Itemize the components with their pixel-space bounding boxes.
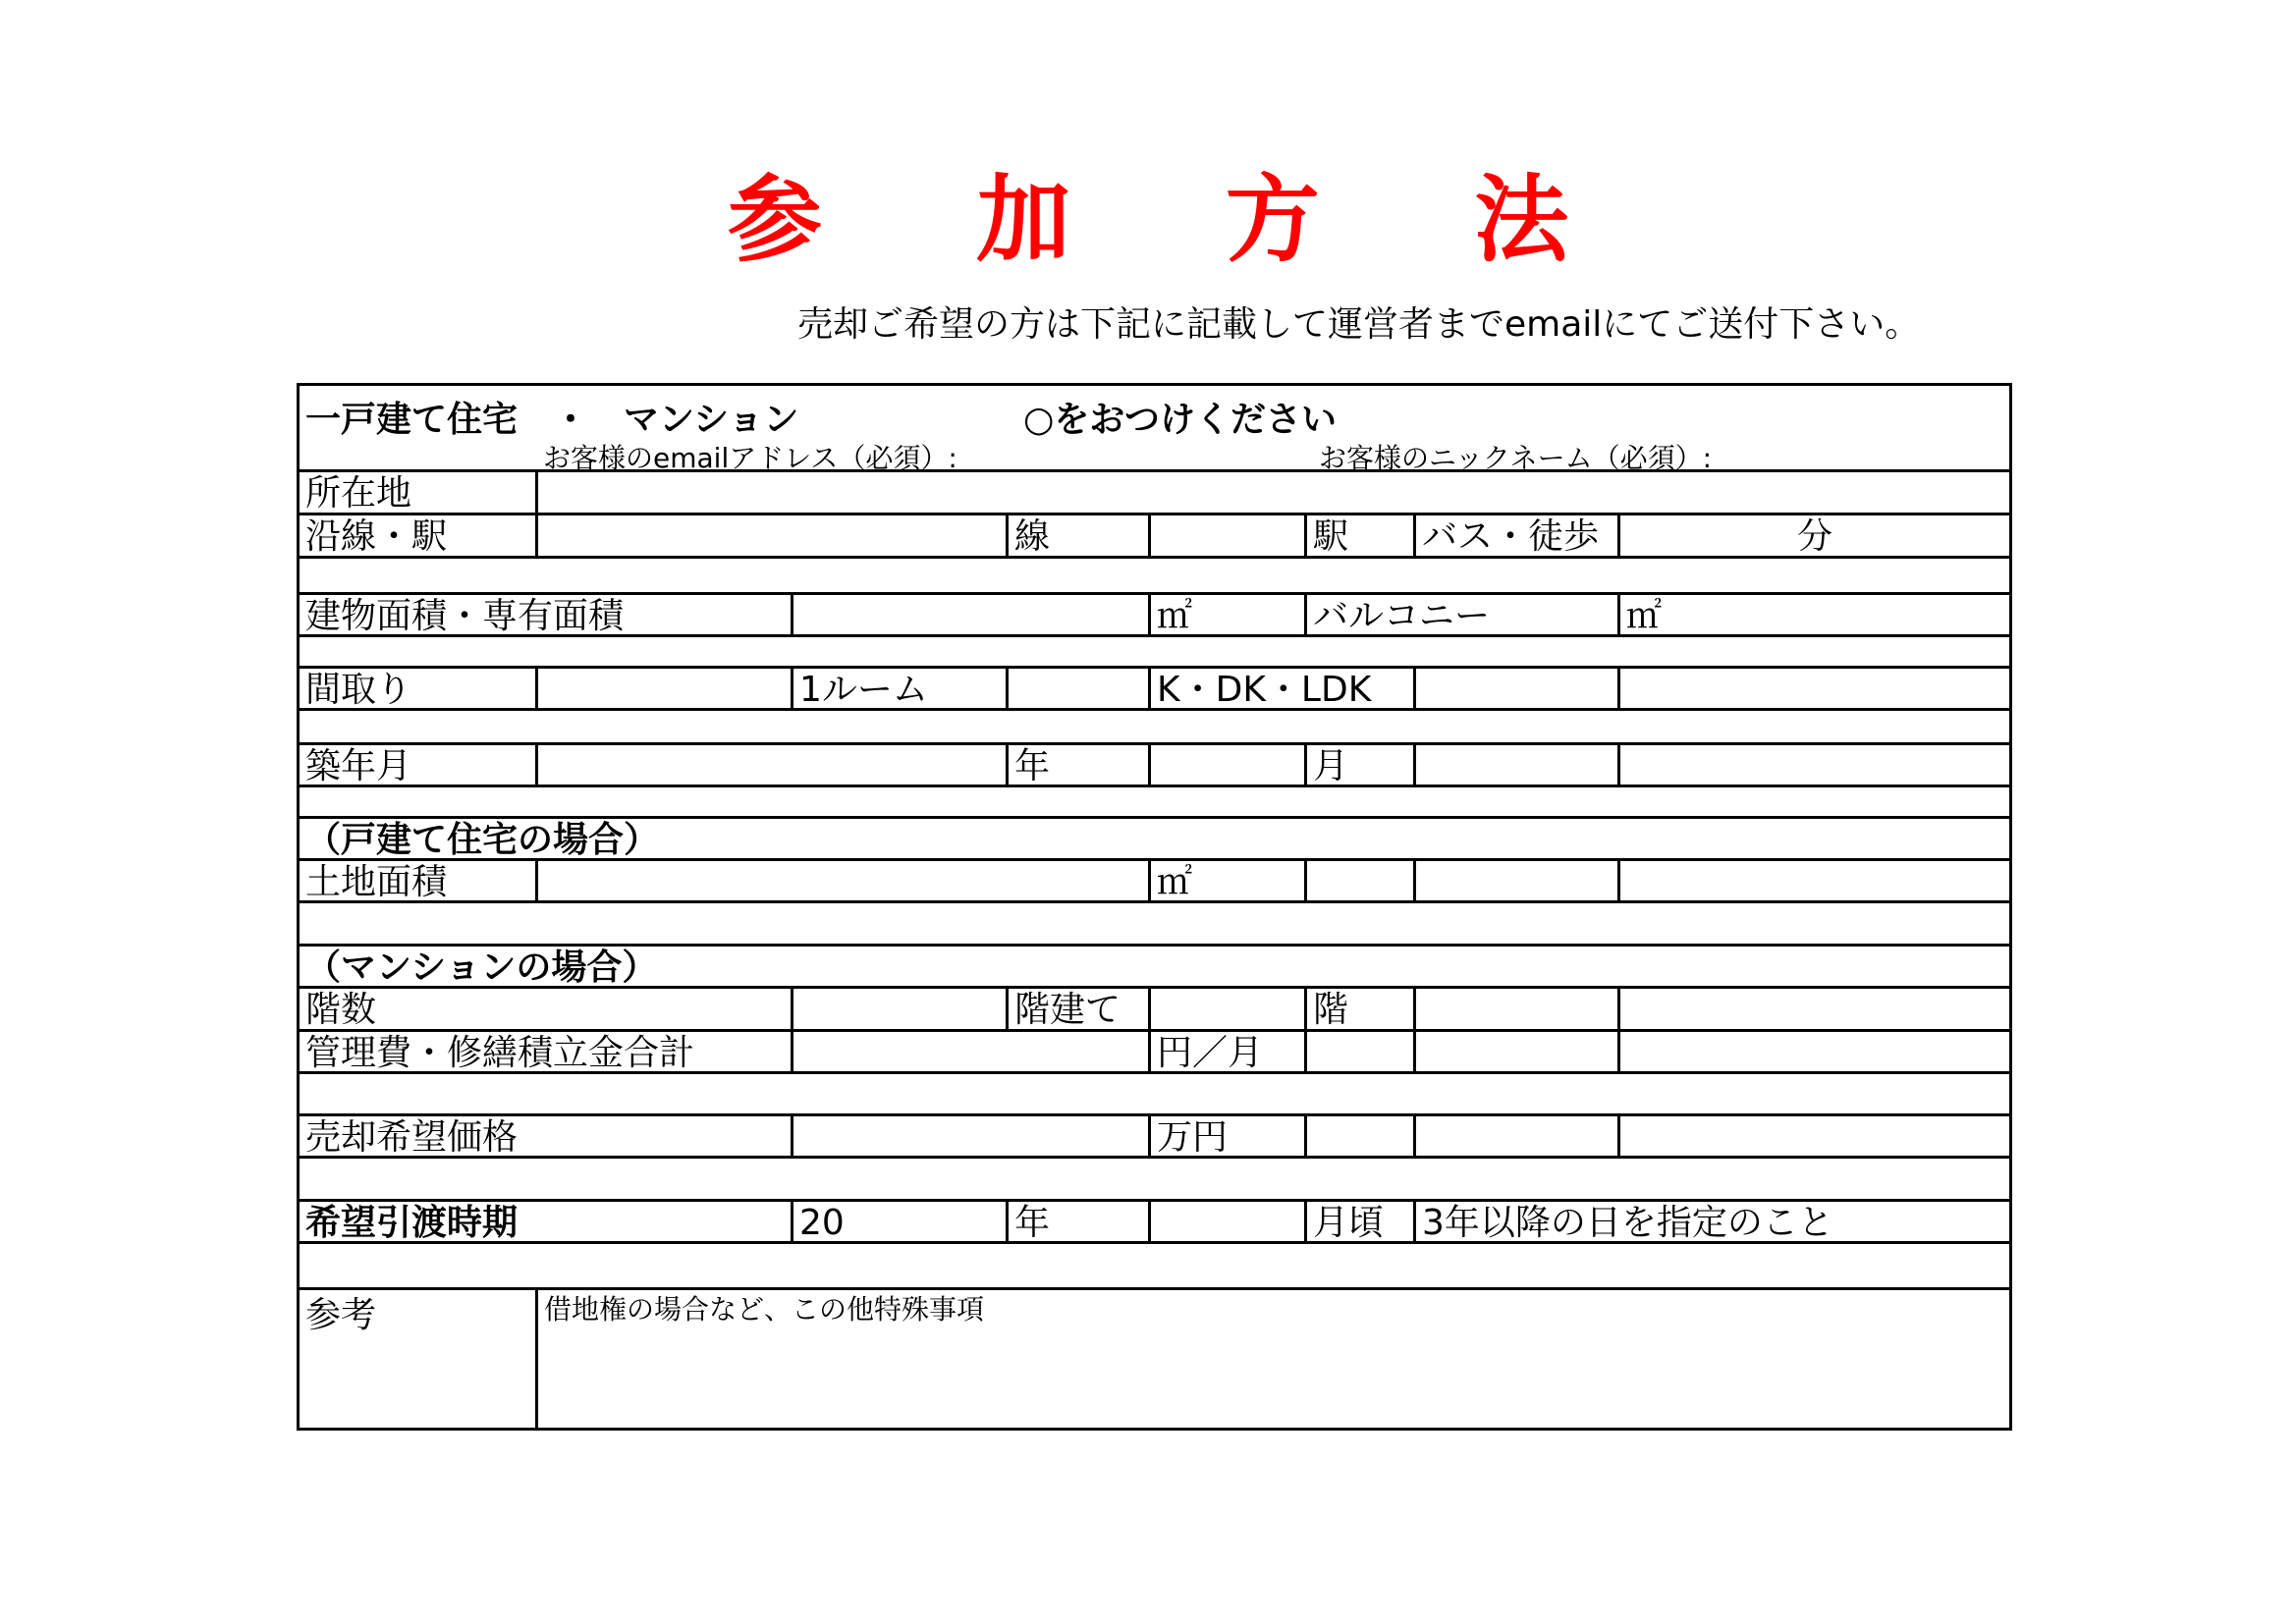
- instruction-text: 売却ご希望の方は下記に記載して運営者までemailにてご送付下さい。: [797, 304, 1921, 345]
- floors-extra-field[interactable]: [1416, 989, 1620, 1029]
- handover-month-field[interactable]: [1151, 1202, 1307, 1241]
- built-year-field[interactable]: [538, 745, 1009, 785]
- land-area-row: [300, 861, 2009, 903]
- month-unit: 月: [1307, 745, 1416, 785]
- fee-extra-field-3[interactable]: [1620, 1032, 2009, 1071]
- floors-row: [300, 989, 2009, 1032]
- layout-row: [300, 669, 2009, 711]
- nickname-label: お客様のニックネーム（必須）:: [1319, 442, 1713, 474]
- land-extra-field[interactable]: [1307, 861, 1416, 900]
- management-fee-unit: 円／月: [1151, 1032, 1307, 1071]
- land-extra-field-2[interactable]: [1416, 861, 1620, 900]
- sqm-unit: ㎡: [1151, 595, 1307, 634]
- spacer-row: [300, 1074, 2009, 1116]
- price-unit: 万円: [1151, 1116, 1307, 1156]
- layout-field[interactable]: [1009, 669, 1151, 708]
- handover-month-unit: 月頃: [1307, 1202, 1416, 1241]
- bus-walk-label: バス・徒歩: [1416, 515, 1620, 556]
- rooms-field[interactable]: [538, 669, 793, 708]
- handover-year-unit: 年: [1009, 1202, 1151, 1241]
- floor-unit: 階: [1307, 989, 1416, 1029]
- location-field[interactable]: [538, 472, 2009, 513]
- fee-extra-field-2[interactable]: [1416, 1032, 1620, 1071]
- handover-note: 3年以降の日を指定のこと: [1422, 1203, 1833, 1241]
- building-floors-unit: 階建て: [1009, 989, 1151, 1029]
- layout-extra-field[interactable]: [1416, 669, 1620, 708]
- spacer-row: [300, 711, 2009, 745]
- house-case-row: [300, 819, 2009, 861]
- building-area-label: 建物面積・専有面積: [300, 595, 793, 634]
- location-label: 所在地: [300, 472, 538, 513]
- built-extra-field-2[interactable]: [1620, 745, 2009, 785]
- built-month-field[interactable]: [1151, 745, 1307, 785]
- layout-label: 間取り: [300, 669, 538, 708]
- built-extra-field[interactable]: [1416, 745, 1620, 785]
- built-label: 築年月: [300, 745, 538, 785]
- building-area-row: [300, 595, 2009, 637]
- handover-row: [300, 1202, 2009, 1244]
- application-form: [297, 383, 2012, 1431]
- property-type-row: [300, 386, 2009, 472]
- spacer-row: [300, 903, 2009, 947]
- balcony-label: バルコニー: [1307, 595, 1620, 634]
- mansion-case-heading: （マンションの場合）: [305, 947, 658, 986]
- line-field[interactable]: [538, 515, 1009, 556]
- handover-year-field[interactable]: 20: [793, 1202, 1009, 1241]
- line-station-row: [300, 515, 2009, 559]
- land-sqm-unit: ㎡: [1151, 861, 1307, 900]
- house-case-heading: （戸建て住宅の場合）: [305, 820, 660, 858]
- location-row: [300, 472, 2009, 515]
- spacer-row: [300, 559, 2009, 595]
- land-extra-field-3[interactable]: [1620, 861, 2009, 900]
- price-row: [300, 1116, 2009, 1159]
- page-title: 参 加 方 法: [727, 165, 1630, 275]
- remarks-hint: 借地権の場合など、この他特殊事項: [544, 1293, 985, 1326]
- spacer-row: [300, 1244, 2009, 1290]
- management-fee-field[interactable]: [793, 1032, 1151, 1071]
- built-row: [300, 745, 2009, 787]
- one-room-option[interactable]: 1ルーム: [793, 669, 1009, 708]
- property-type-label[interactable]: 一戸建て住宅 ・ マンション: [305, 400, 799, 440]
- circle-instruction: ○をおつけください: [1023, 400, 1338, 440]
- spacer-row: [300, 637, 2009, 669]
- handover-label: 希望引渡時期: [300, 1202, 793, 1241]
- mansion-case-row: [300, 947, 2009, 989]
- line-station-label: 沿線・駅: [300, 515, 538, 556]
- price-field[interactable]: [793, 1116, 1151, 1156]
- price-extra-field[interactable]: [1307, 1116, 1416, 1156]
- fee-extra-field[interactable]: [1307, 1032, 1416, 1071]
- station-field[interactable]: [1151, 515, 1307, 556]
- remarks-row: [300, 1290, 2009, 1428]
- remarks-label: 参考: [300, 1290, 538, 1428]
- year-unit: 年: [1009, 745, 1151, 785]
- floors-extra-field-2[interactable]: [1620, 989, 2009, 1029]
- email-label: お客様のemailアドレス（必須）:: [543, 442, 957, 474]
- land-area-field[interactable]: [538, 861, 1151, 900]
- line-unit: 線: [1009, 515, 1151, 556]
- floor-field[interactable]: [1151, 989, 1307, 1029]
- building-floors-field[interactable]: [793, 989, 1009, 1029]
- building-area-field[interactable]: [793, 595, 1151, 634]
- station-unit: 駅: [1307, 515, 1416, 556]
- land-area-label: 土地面積: [300, 861, 538, 900]
- minutes-unit: 分: [1796, 516, 1832, 556]
- management-fee-row: [300, 1032, 2009, 1074]
- floors-label: 階数: [300, 989, 793, 1029]
- price-extra-field-2[interactable]: [1416, 1116, 1620, 1156]
- spacer-row: [300, 787, 2009, 819]
- kdk-option[interactable]: K・DK・LDK: [1151, 669, 1416, 708]
- remarks-field[interactable]: [538, 1290, 2009, 1428]
- price-label: 売却希望価格: [300, 1116, 793, 1156]
- balcony-unit: ㎡: [1626, 596, 1663, 634]
- spacer-row: [300, 1159, 2009, 1202]
- management-fee-label: 管理費・修繕積立金合計: [300, 1032, 793, 1071]
- layout-extra-field-2[interactable]: [1620, 669, 2009, 708]
- price-extra-field-3[interactable]: [1620, 1116, 2009, 1156]
